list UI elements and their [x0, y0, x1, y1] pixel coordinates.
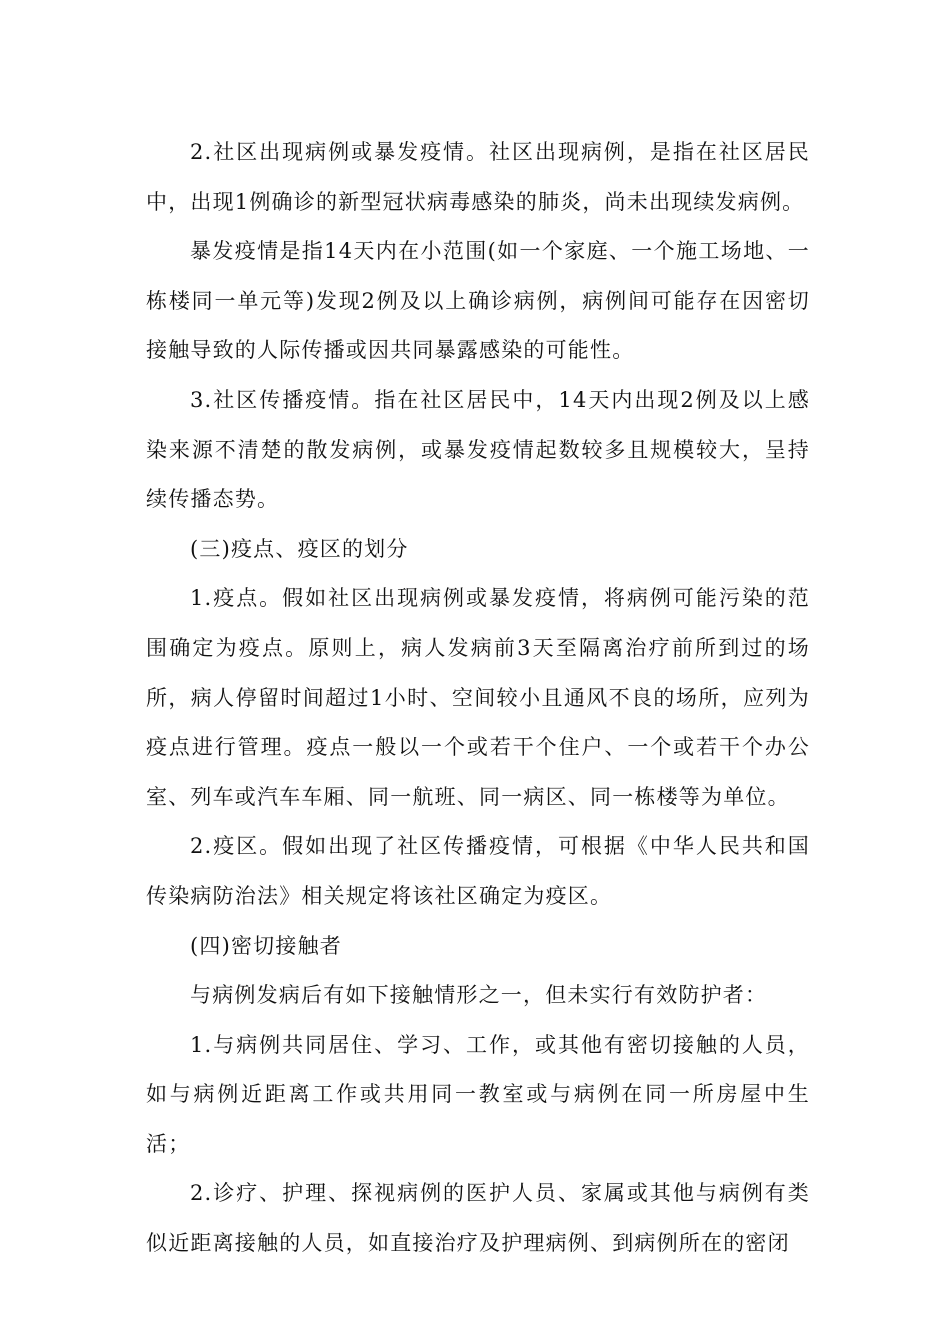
paragraph-community-transmission: 3.社区传播疫情。指在社区居民中，14天内出现2例及以上感染来源不清楚的散发病例，或暴发疫情起数较多且规模较大，呈持续传播态势。 — [146, 387, 810, 512]
paragraph-community-cases: 2.社区出现病例或暴发疫情。社区出现病例，是指在社区居民中，出现1例确诊的新型冠状病毒感染的肺炎，尚未出现续发病例。 — [146, 140, 810, 214]
section-heading-4: (四)密切接触者 — [190, 933, 342, 958]
paragraph-close-contact-1: 1.与病例共同居住、学习、工作，或其他有密切接触的人员，如与病例近距离工作或共用同一教室或与病例在同一所房屋中生活； — [146, 1032, 810, 1156]
section-heading-3: (三)疫点、疫区的划分 — [190, 536, 409, 561]
paragraph-outbreak-definition: 暴发疫情是指14天内在小范围(如一个家庭、一个施工场地、一栋楼同一单元等)发现2例及以上确诊病例，病例间可能存在因密切接触导致的人际传播或因共同暴露感染的可能性。 — [146, 239, 810, 363]
paragraph-epidemic-area: 2.疫区。假如出现了社区传播疫情，可根据《中华人民共和国传染病防治法》相关规定将该社区确定为疫区。 — [146, 834, 810, 908]
paragraph-close-contact-2: 2.诊疗、护理、探视病例的医护人员、家属或其他与病例有类似近距离接触的人员，如直接治疗及护理病例、到病例所在的密闭 — [146, 1181, 810, 1256]
paragraph-close-contact-intro: 与病例发病后有如下接触情形之一，但未实行有效防护者： — [190, 983, 768, 1008]
paragraph-epidemic-point: 1.疫点。假如社区出现病例或暴发疫情，将病例可能污染的范围确定为疫点。原则上，病人发病前3天至隔离治疗前所到过的场所，病人停留时间超过1小时、空间较小且通风不良的场所，应列为疫点进行管理。疫点一般以一个或若干个住户、一个或若干个办公室、列车或汽车车厢、同一航班、同一病区、同一栋楼等为单位。 — [146, 586, 810, 809]
document-body — [146, 128, 810, 1269]
